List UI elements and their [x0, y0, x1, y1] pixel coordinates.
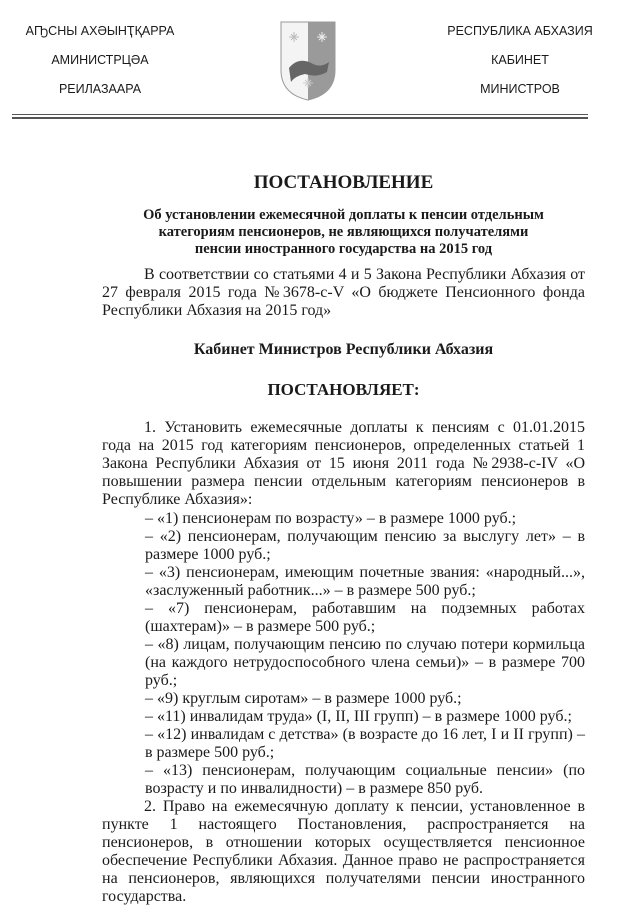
point-2: 2. Право на ежемесячную доплату к пенсии, установленное в пункте 1 настоящего Постановления, распространяется на пенсионеров, в отношении которых осуществляется пенсионное обеспечение Республики Абхазия. Данное право не распространяется на пенсионеров, являющихся получателями пенсии иностранного государства. — [102, 798, 585, 905]
categories-list — [145, 510, 585, 798]
list-item: – «11) инвалидам труда» (I, II, III групп) – в размере 1000 руб.; — [145, 708, 572, 725]
header-right-line-2: КАБИНЕТ — [491, 53, 549, 67]
header-right-line-1: РЕСПУБЛИКА АБХАЗИЯ — [447, 24, 593, 38]
header-left-line-1: АҦСНЫ АХӘЫНҬҚАРРА — [25, 24, 175, 38]
coat-of-arms-emblem — [279, 20, 337, 102]
preamble: В соответствии со статьями 4 и 5 Закона Республики Абхазия от 27 февраля 2015 года №3678-с-V «О бюджете Пенсионного фонда Республики Абхазия на 2015 год» — [102, 266, 585, 319]
document-title: ПОСТАНОВЛЕНИЕ — [253, 172, 434, 193]
list-item: – «12) инвалидам с детства» (в возрасте до 16 лет, I и II групп) – в размере 500 руб.; — [145, 726, 585, 761]
list-item: – «9) круглым сиротам» – в размере 1000 руб.; — [145, 690, 462, 707]
issuer: Кабинет Министров Республики Абхазия — [193, 341, 494, 358]
header-divider — [12, 117, 588, 119]
point-1: 1. Установить ежемесячные доплаты к пенсиям с 01.01.2015 года на 2015 год категориям пенсионеров, определенных статьей 1 Закона Республики Абхазия от 15 июня 2011 года №2938-с-IV «О повышении размера пенсии отдельным категориям пенсионеров в Республике Абхазия»: — [102, 419, 585, 508]
header-divider — [12, 114, 588, 115]
resolves-heading: ПОСТАНОВЛЯЕТ: — [267, 380, 420, 399]
list-item: – «13) пенсионерам, получающим социальные пенсии» (по возрасту и по инвалидности) – в размере 850 руб. — [145, 762, 585, 797]
list-item: – «2) пенсионерам, получающим пенсию за выслугу лет» – в размере 1000 руб.; — [145, 528, 585, 563]
document-body — [102, 172, 585, 906]
header-left-line-3: РЕИЛАЗААРА — [58, 82, 142, 96]
list-item: – «3) пенсионерам, имеющим почетные звания: «народный...», «заслуженный работник...» – в размере 500 руб.; — [145, 564, 585, 599]
list-item: – «8) лицам, получающим пенсию по случаю потери кормильца (на каждого нетрудоспособного члена семьи)» – в размере 700 руб.; — [145, 636, 585, 689]
list-item: – «7) пенсионерам, работавшим на подземных работах (шахтерам)» – в размере 500 руб.; — [145, 600, 585, 635]
header-right-line-3: МИНИСТРОВ — [480, 82, 560, 96]
document-subtitle: Об установлении ежемесячной доплаты к пенсии отдельным категориям пенсионеров, не являющихся получателями пенсии иностранного государства на 2015 год — [143, 207, 544, 257]
list-item: – «1) пенсионерам по возрасту» – в размере 1000 руб.; — [145, 510, 517, 527]
header-left-line-2: АМИНИСТРЦӘА — [51, 53, 149, 67]
